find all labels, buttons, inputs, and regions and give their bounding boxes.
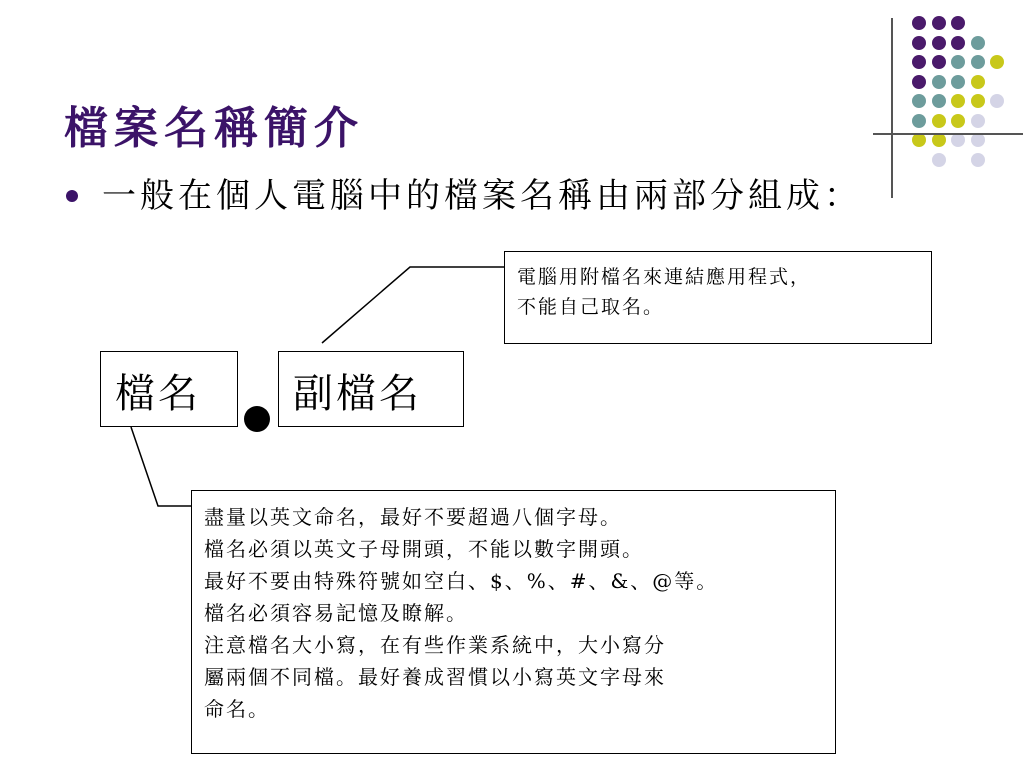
rule-line: 命名。 (204, 697, 270, 721)
decorative-dot (971, 153, 985, 167)
decorative-dot (971, 75, 985, 89)
decorative-dot (912, 114, 926, 128)
bullet-text: 一般在個人電腦中的檔案名稱由兩部分組成： (102, 176, 862, 216)
decorative-dot (932, 94, 946, 108)
decorative-dot (971, 133, 985, 147)
rule-line: 檔名必須以英文子母開頭，不能以數字開頭。 (204, 537, 644, 561)
decorative-dot (951, 75, 965, 89)
decorative-dot (990, 55, 1004, 69)
decorative-dot (932, 16, 946, 30)
decorative-dot (951, 133, 965, 147)
decorative-dot (912, 55, 926, 69)
decorative-dot (912, 36, 926, 50)
decorative-dot (990, 94, 1004, 108)
filename-box (100, 351, 238, 427)
decorative-dot (932, 114, 946, 128)
decorative-dot (951, 55, 965, 69)
rule-line: 檔名必須容易記憶及瞭解。 (204, 601, 468, 625)
slide-title: 檔案名稱簡介 (64, 103, 364, 154)
decorative-dot (951, 16, 965, 30)
bottom-leader-line (131, 427, 191, 506)
decorative-dot (971, 114, 985, 128)
decorative-horizontal-line (873, 133, 1023, 135)
filename-label: 檔名 (115, 371, 201, 417)
decorative-dot (932, 153, 946, 167)
decorative-dot (971, 55, 985, 69)
top-leader-line (322, 267, 504, 343)
decorative-dot (971, 94, 985, 108)
period-separator-dot (244, 406, 270, 432)
bullet-dot-icon (66, 190, 78, 202)
decorative-dot (912, 75, 926, 89)
decorative-dot (912, 94, 926, 108)
rule-line: 屬兩個不同檔。最好養成習慣以小寫英文字母來 (204, 665, 666, 689)
filename-rules-callout (191, 490, 836, 754)
extension-callout-line: 不能自己取名。 (517, 296, 665, 318)
extension-callout-line: 電腦用附檔名來連結應用程式， (517, 266, 812, 288)
rule-line: 盡量以英文命名，最好不要超過八個字母。 (204, 505, 622, 529)
rule-line: 注意檔名大小寫，在有些作業系統中，大小寫分 (204, 633, 666, 657)
decorative-dot (951, 94, 965, 108)
decorative-dot (951, 36, 965, 50)
decorative-dot (932, 36, 946, 50)
extension-callout (504, 251, 932, 344)
decorative-dot (932, 133, 946, 147)
decorative-dot (932, 75, 946, 89)
decorative-dot (912, 16, 926, 30)
extension-label: 副檔名 (293, 371, 422, 417)
decorative-dot (932, 55, 946, 69)
rule-line: 最好不要由特殊符號如空白、$、%、#、&、@等。 (204, 569, 719, 593)
decorative-vertical-line (891, 18, 893, 198)
decorative-dot (912, 133, 926, 147)
decorative-dot (971, 36, 985, 50)
extension-box (278, 351, 464, 427)
decorative-dot (951, 114, 965, 128)
